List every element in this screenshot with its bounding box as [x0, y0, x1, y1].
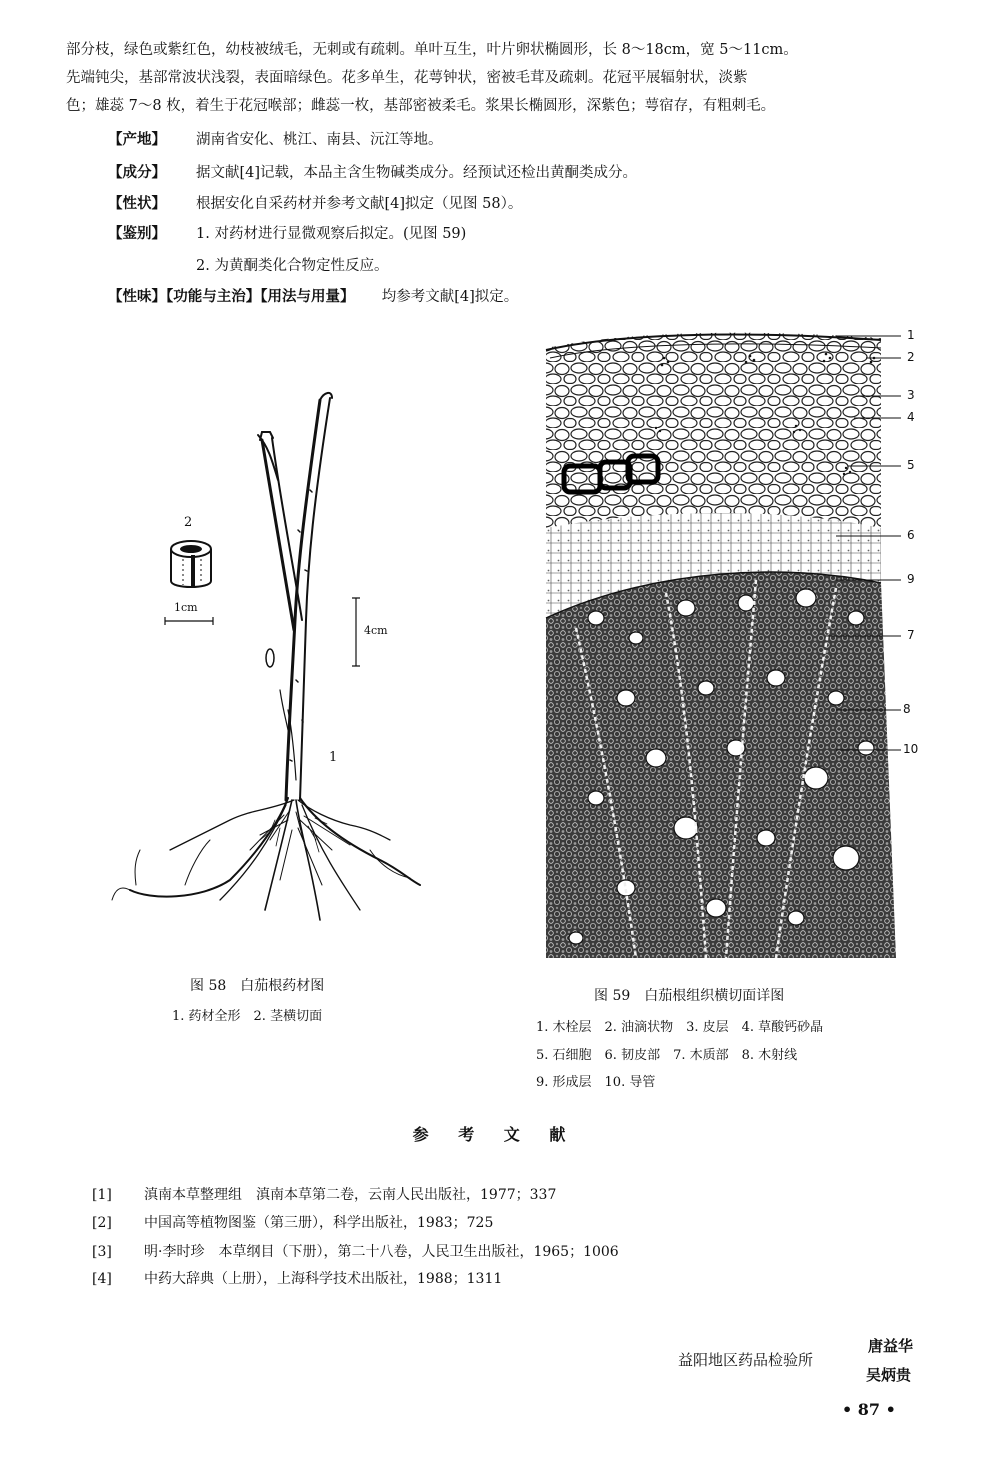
- section-text: 根据安化自采药材并参考文献[4]拟定（见图 58）。: [196, 196, 523, 212]
- figure59-legend-line-1: 1. 木栓层 2. 油滴状物 3. 皮层 4. 草酸钙砂晶: [536, 1020, 824, 1035]
- intro-line-1: 部分枝，绿色或紫红色，幼枝被绒毛，无刺或有疏刺。单叶互生，叶片卵状椭圆形，长 8～18cm，宽 5～11cm。: [66, 42, 798, 58]
- figure58-label-2: 2: [184, 515, 193, 530]
- callout-5: 5: [907, 458, 915, 472]
- section-tag: 【性状】: [108, 195, 166, 212]
- figure58-subcaption: 1. 药材全形 2. 茎横切面: [172, 1009, 323, 1024]
- reference-item: [92, 1184, 556, 1204]
- section-text: 据文献[4]记载，本品主含生物碱类成分。经预试还检出黄酮类成分。: [196, 165, 638, 181]
- combined-tags: 【性味】【功能与主治】【用法与用量】: [108, 288, 355, 305]
- reference-text: 中药大辞典（上册），上海科学技术出版社，1988；1311: [144, 1271, 503, 1287]
- section-origin: [108, 130, 443, 150]
- footer-institution: 益阳地区药品检验所: [678, 1351, 814, 1369]
- callout-8: 8: [903, 702, 911, 716]
- reference-text: 滇南本草整理组 滇南本草第二卷，云南人民出版社，1977；337: [144, 1187, 557, 1203]
- figure59-caption: 图 59 白茄根组织横切面详图: [594, 988, 785, 1004]
- section-tag: 【成分】: [108, 164, 166, 181]
- callout-1: 1: [907, 328, 915, 342]
- scale-bar-small: [164, 615, 214, 627]
- callout-4: 4: [907, 410, 915, 424]
- page-number: • 87 •: [842, 1400, 896, 1419]
- reference-text: 明·李时珍 本草纲目（下册），第二十八卷，人民卫生出版社，1965；1006: [144, 1244, 619, 1260]
- section-combined: [108, 287, 518, 307]
- intro-paragraph: [66, 36, 946, 120]
- callout-3: 3: [907, 388, 915, 402]
- section-tag: 【产地】: [108, 131, 166, 148]
- scale-label-small: 1cm: [174, 601, 198, 614]
- callout-6: 6: [907, 528, 915, 542]
- figure58-label-1: 1: [329, 750, 338, 765]
- reference-number: [2]: [92, 1215, 112, 1231]
- reference-text: 中国高等植物图鉴（第三册），科学出版社，1983；725: [144, 1215, 494, 1231]
- callout-9: 9: [907, 572, 915, 586]
- references-heading: 参 考 文 献: [412, 1125, 578, 1144]
- intro-line-3: 色；雄蕊 7～8 枚，着生于花冠喉部；雌蕊一枚，基部密被柔毛。浆果长椭圆形，深紫色；萼宿存，有粗刺毛。: [66, 98, 776, 114]
- figure59-tissue-drawing: [536, 318, 901, 980]
- reference-number: [3]: [92, 1244, 112, 1260]
- reference-number: [4]: [92, 1271, 112, 1287]
- reference-item: [92, 1268, 502, 1288]
- reference-number: [1]: [92, 1187, 112, 1203]
- section-tag: 【鉴别】: [108, 225, 166, 242]
- scale-label-large: 4cm: [364, 624, 388, 637]
- section-text: 湖南省安化、桃江、南县、沅江等地。: [196, 132, 443, 148]
- reference-item: [92, 1241, 619, 1261]
- figure58-caption: 图 58 白茄根药材图: [190, 978, 325, 994]
- stem-cross-section-drawing: [163, 537, 219, 593]
- callout-7: 7: [907, 628, 915, 642]
- footer-author-1: 唐益华: [868, 1337, 914, 1355]
- figure58-drawing: [110, 380, 440, 940]
- intro-line-2: 先端钝尖，基部常波状浅裂，表面暗绿色。花多单生，花萼钟状，密被毛茸及疏刺。花冠平展辐射状，淡紫: [66, 70, 748, 86]
- reference-item: [92, 1212, 493, 1232]
- callout-10: 10: [903, 742, 919, 756]
- figure59-legend-line-2: 5. 石细胞 6. 韧皮部 7. 木质部 8. 木射线: [536, 1048, 798, 1063]
- section-text: 1. 对药材进行显微观察后拟定。(见图 59): [196, 226, 467, 242]
- section-composition: [108, 163, 637, 183]
- identification-item-2: 2. 为黄酮类化合物定性反应。: [196, 258, 389, 274]
- section-identification: [108, 224, 466, 244]
- figure59-legend-line-3: 9. 形成层 10. 导管: [536, 1075, 656, 1090]
- scale-bar-large: [350, 596, 362, 668]
- section-appearance: [108, 194, 522, 214]
- callout-2: 2: [907, 350, 915, 364]
- combined-text: 均参考文献[4]拟定。: [381, 289, 519, 305]
- footer-author-2: 吴炳贵: [866, 1366, 912, 1384]
